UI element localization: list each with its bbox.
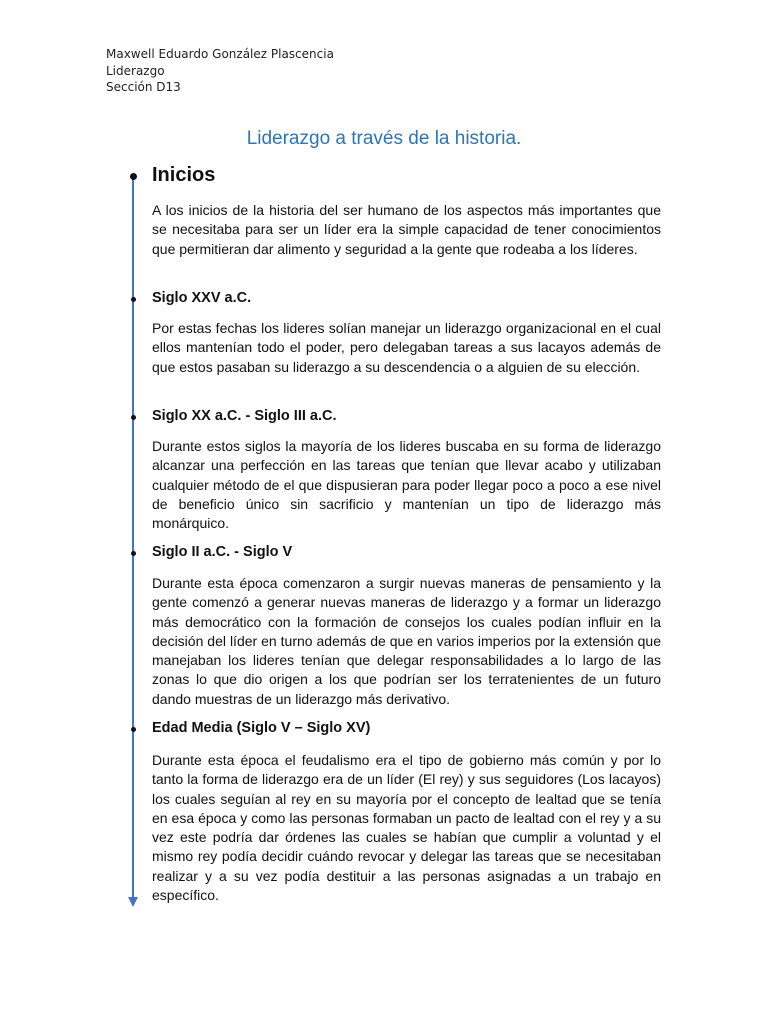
- subject-name: Liderazgo: [106, 63, 165, 78]
- timeline-bullet: [131, 551, 136, 556]
- timeline-line: [132, 176, 134, 898]
- section-heading: Edad Media (Siglo V – Siglo XV): [152, 720, 371, 736]
- section-paragraph: Durante esta época el feudalismo era el tipo de gobierno más común y por lo tanto la forma de liderazgo era de un líder (El rey) y sus seguidores (Los lacayos) los cuales seguían al rey en su mayoría por el concepto de lealtad que se tenía en esa época y como las personas formaban un pacto de lealtad con el rey y a su vez este podría dar órdenes las cuales se habían que cumplir a voluntad y el mismo rey podía decidir cuándo revocar y delegar las tareas que se necesitaban realizar y a su vez podía destituir a las personas asignadas a un trabajo en específico.: [152, 752, 661, 904]
- section-paragraph: Durante esta época comenzaron a surgir nuevas maneras de pensamiento y la gente comenzó a generar nuevas maneras de liderazgo y a formar un liderazgo más democrático con la formación de consejos los cuales podían influir en la decisión del líder en turno además de que en varios imperios por la extensión que manejaban los lideres tenían que delegar responsabilidades a lo largo de las zonas lo que dio origen a los que podrían ser los terratenientes de un futuro dando muestras de un liderazgo más derivativo.: [152, 575, 661, 707]
- section-heading: Siglo II a.C. - Siglo V: [152, 544, 293, 560]
- timeline-bullet: [130, 173, 137, 180]
- timeline-bullet: [131, 727, 136, 732]
- timeline-arrow-icon: [128, 897, 138, 907]
- section-paragraph: Durante estos siglos la mayoría de los lideres buscaba en su forma de liderazgo alcanzar una perfección en las tareas que tenían que llevar acabo y utilizaban cualquier método de el que dispusieran para poder llegar poco a poco a ese nivel de beneficio único sin sacrificio y mantenían un tipo de liderazgo más monárquico.: [152, 438, 661, 532]
- timeline-bullet: [131, 297, 136, 302]
- section-paragraph: A los inicios de la historia del ser humano de los aspectos más importantes que se necesitaba para ser un líder era la simple capacidad de tener conocimientos que permitieran dar alimento y seguridad a la gente que rodeaba a los líderes.: [152, 202, 661, 257]
- document-header: [106, 46, 334, 96]
- author-name: Maxwell Eduardo González Plascencia: [106, 47, 334, 61]
- section-heading-inicios: Inicios: [152, 164, 216, 186]
- section-heading: Siglo XXV a.C.: [152, 290, 252, 306]
- section-heading: Siglo XX a.C. - Siglo III a.C.: [152, 408, 337, 424]
- document-title: Liderazgo a través de la historia.: [246, 128, 522, 149]
- timeline-bullet: [131, 415, 136, 420]
- section-name: Sección D13: [106, 80, 181, 94]
- section-paragraph: Por estas fechas los lideres solían manejar un liderazgo organizacional en el cual ellos mantenían todo el poder, pero delegaban tareas a sus lacayos además de que estos pasaban su liderazgo a su descendencia o a alguien de su elección.: [152, 320, 661, 375]
